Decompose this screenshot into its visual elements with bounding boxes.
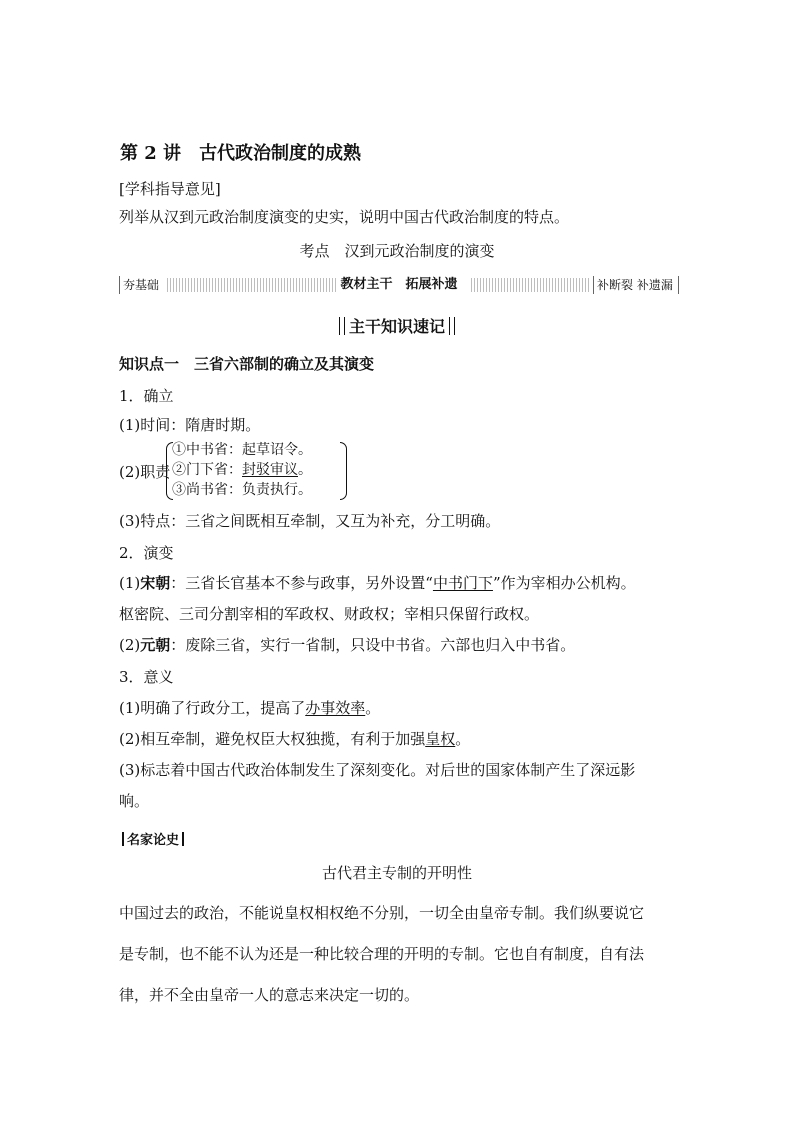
banner-center-label: 教材主干 拓展补遗 [119,276,679,294]
section-heading: 主干知识速记 [0,314,794,337]
banner-right-label: 补断裂 补遗漏 [597,278,673,292]
section-banner [119,276,679,294]
duty-list [172,440,312,500]
quote-tag: 名家论史 [119,829,187,848]
duty-item: ③尚书省：负责执行。 [172,482,312,498]
quote-line-3: 律，并不全由皇帝一人的意志来决定一切的。 [119,986,420,1004]
duty-item: ②门下省：封驳审议。 [172,462,312,478]
kp1-time: (1)时间：隋唐时期。 [119,416,261,434]
kp1-h2: 2．演变 [119,544,174,562]
kp1-heading: 知识点一 三省六部制的确立及其演变 [119,355,375,373]
quote-line-2: 是专制，也不能不认为还是一种比较合理的开明的专制。它也自有制度，自有法 [119,945,645,963]
lecture-title: 古代政治制度的成熟 [199,143,362,164]
topic-heading: 考点 汉到元政治制度的演变 [299,242,495,260]
guidance-label: [学科指导意见] [119,180,221,198]
kp1-duty-label: (2)职责 [119,463,171,481]
quote-line-1: 中国过去的政治，不能说皇权相权绝不分别，一切全由皇帝专制。我们纵要说它 [119,904,645,922]
page-title [120,139,361,165]
kp1-feature: (3)特点：三省之间既相互牵制，又互为补充，分工明确。 [119,512,501,530]
section-bars-left [339,317,345,335]
lecture-number: 第 2 讲 [120,143,182,164]
section-bars-right [449,317,455,335]
yuan-line: (2)元朝：废除三省，实行一省制，只设中书省。六部也归入中书省。 [119,636,576,654]
banner-pattern-right [471,278,591,292]
quote-title: 古代君主专制的开明性 [321,864,472,882]
tag-bar-left [122,832,124,846]
banner-divider [593,276,594,294]
meaning-3-line-1: (3)标志着中国古代政治体制发生了深刻变化。对后世的国家体制产生了深远影 [119,761,636,779]
meaning-3-line-2: 响。 [119,792,150,810]
banner-divider [678,276,679,294]
duty-item: ①中书省：起草诏令。 [172,442,312,458]
tag-bar-right [182,832,184,846]
right-brace [340,442,347,500]
kp1-h1: 1．确立 [119,387,174,405]
song-line-2: 枢密院、三司分割宰相的军政权、财政权；宰相只保留行政权。 [119,605,540,623]
kp1-h3: 3．意义 [119,668,174,686]
meaning-1: (1)明确了行政分工，提高了办事效率。 [119,699,381,717]
song-line: (1)宋朝：三省长官基本不参与政事，另外设置“中书门下”作为宰相办公机构。 [119,574,636,592]
guidance-text: 列举从汉到元政治制度演变的史实，说明中国古代政治制度的特点。 [119,208,570,226]
banner-left-label: 夯基础 [123,278,160,292]
meaning-2: (2)相互牵制，避免权臣大权独揽，有利于加强皇权。 [119,730,471,748]
